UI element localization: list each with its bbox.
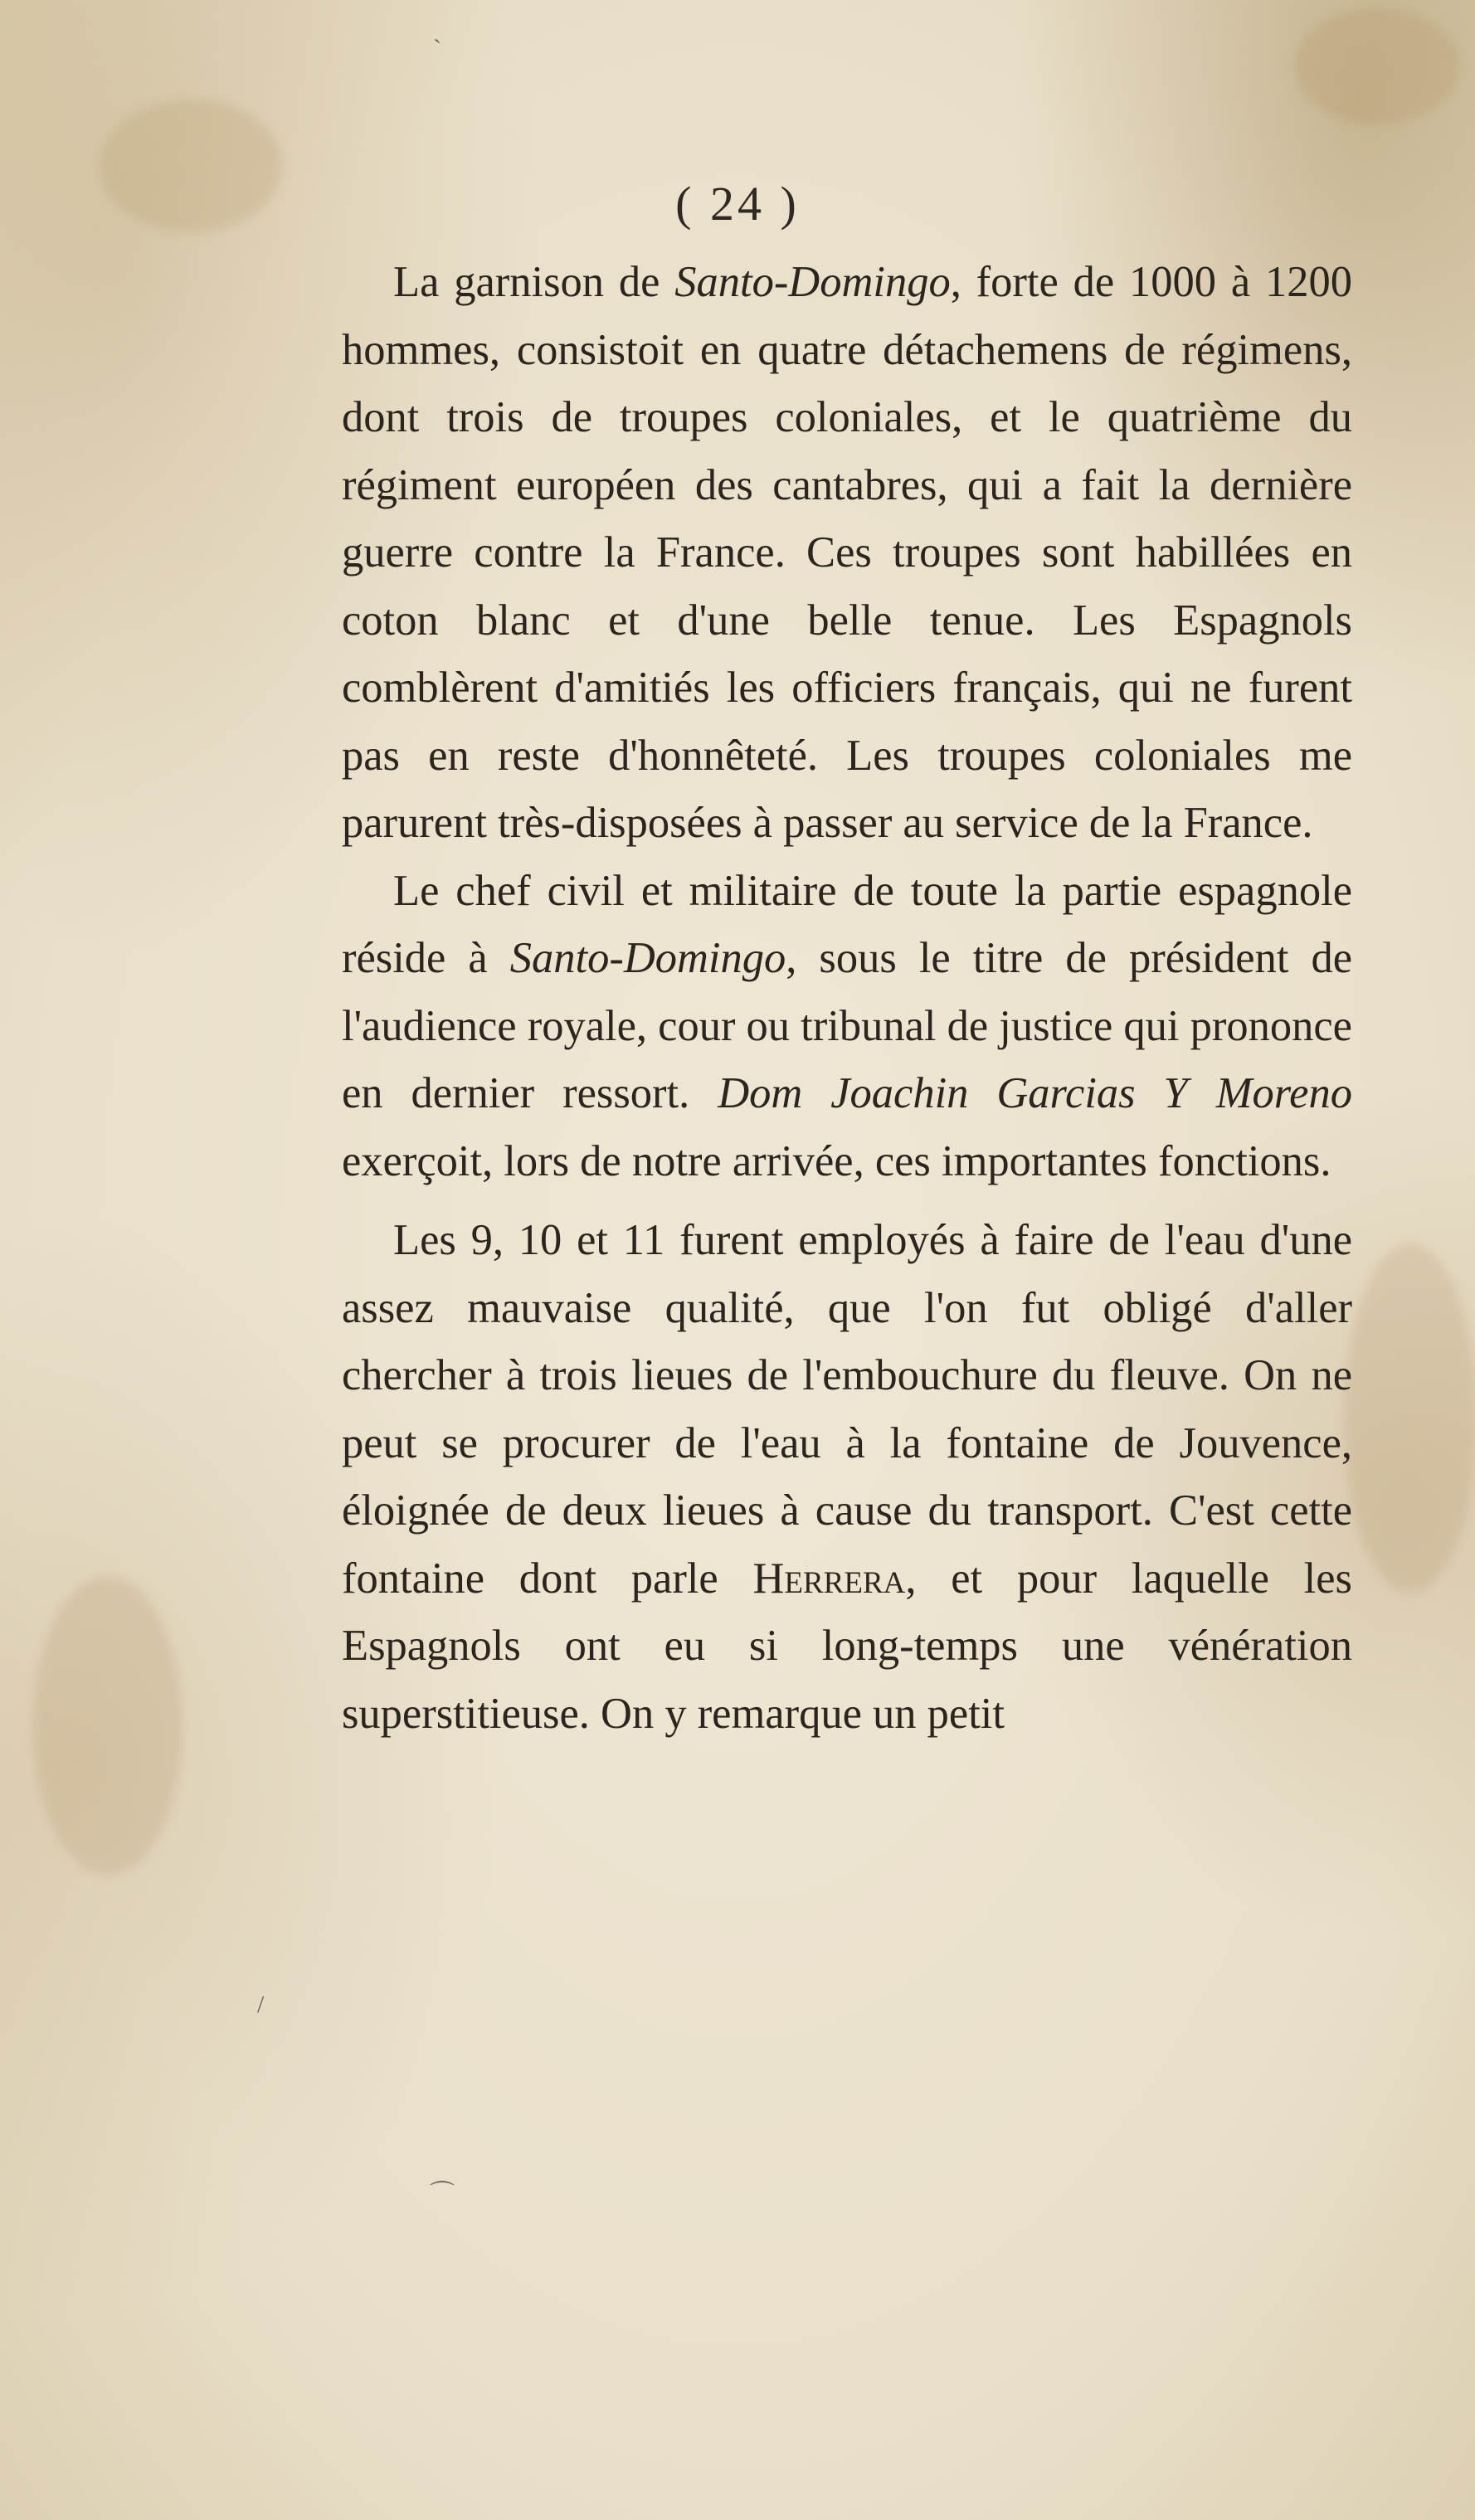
text-run: , sous le titre de président de l'audience royale, cour ou tribunal de justice qui prononce en dernier ressort. xyxy=(342,934,1353,1117)
text-run: La garnison de xyxy=(393,258,675,306)
paragraph-3 xyxy=(342,1207,1352,1748)
paper-mark: ⌒ xyxy=(430,2181,455,2208)
paragraph-1 xyxy=(342,249,1352,858)
paper-stain xyxy=(1344,1244,1475,1593)
author-name-smallcaps: Herrera xyxy=(752,1554,906,1603)
place-name-italic: Santo-Domingo xyxy=(674,258,951,306)
text-run: Le chef civil et militaire de toute la partie espagnole réside à xyxy=(342,866,1352,982)
text-run: , et pour laquelle les Espagnols ont eu si long-temps une vénération superstitieuse. On y remarque un petit xyxy=(342,1554,1352,1738)
text-run: , forte de 1000 à 1200 hommes, consistoit en quatre détachemens de régimens, dont trois de troupes coloniales, et le quatrième du régiment européen des cantabres, qui a fait la dernière guerre contre la France. Ces troupes sont habillées en coton blanc et d'une belle tenue. Les Espagnols comblèrent d'amitiés les officiers français, qui ne furent pas en reste d'honnêteté. Les troupes coloniales me parurent très-disposées à passer au service de la France. xyxy=(342,258,1352,847)
paper-mark: ˋ xyxy=(433,35,441,62)
text-run: Les 9, 10 et 11 furent employés à faire de l'eau d'une assez mauvaise qualité, que l'on fut obligé d'aller chercher à trois lieues de l'embouchure du fleuve. On ne peut se procurer de l'eau à la fontaine de Jouvence, éloignée de deux lieues à cause du transport. C'est cette fontaine dont parle xyxy=(342,1216,1352,1603)
page-number: ( 24 ) xyxy=(675,177,800,231)
place-name-italic: Santo-Domingo xyxy=(509,934,786,982)
paper-stain xyxy=(33,1576,183,1875)
text-run: exerçoit, lors de notre arrivée, ces importantes fonctions. xyxy=(342,1136,1331,1185)
body-text xyxy=(342,249,1352,1748)
paper-stain xyxy=(1294,8,1460,124)
paper-mark: / xyxy=(257,1991,265,2018)
person-name-italic: Dom Joachin Garcias Y Moreno xyxy=(718,1069,1352,1117)
paragraph-2 xyxy=(342,858,1352,1196)
